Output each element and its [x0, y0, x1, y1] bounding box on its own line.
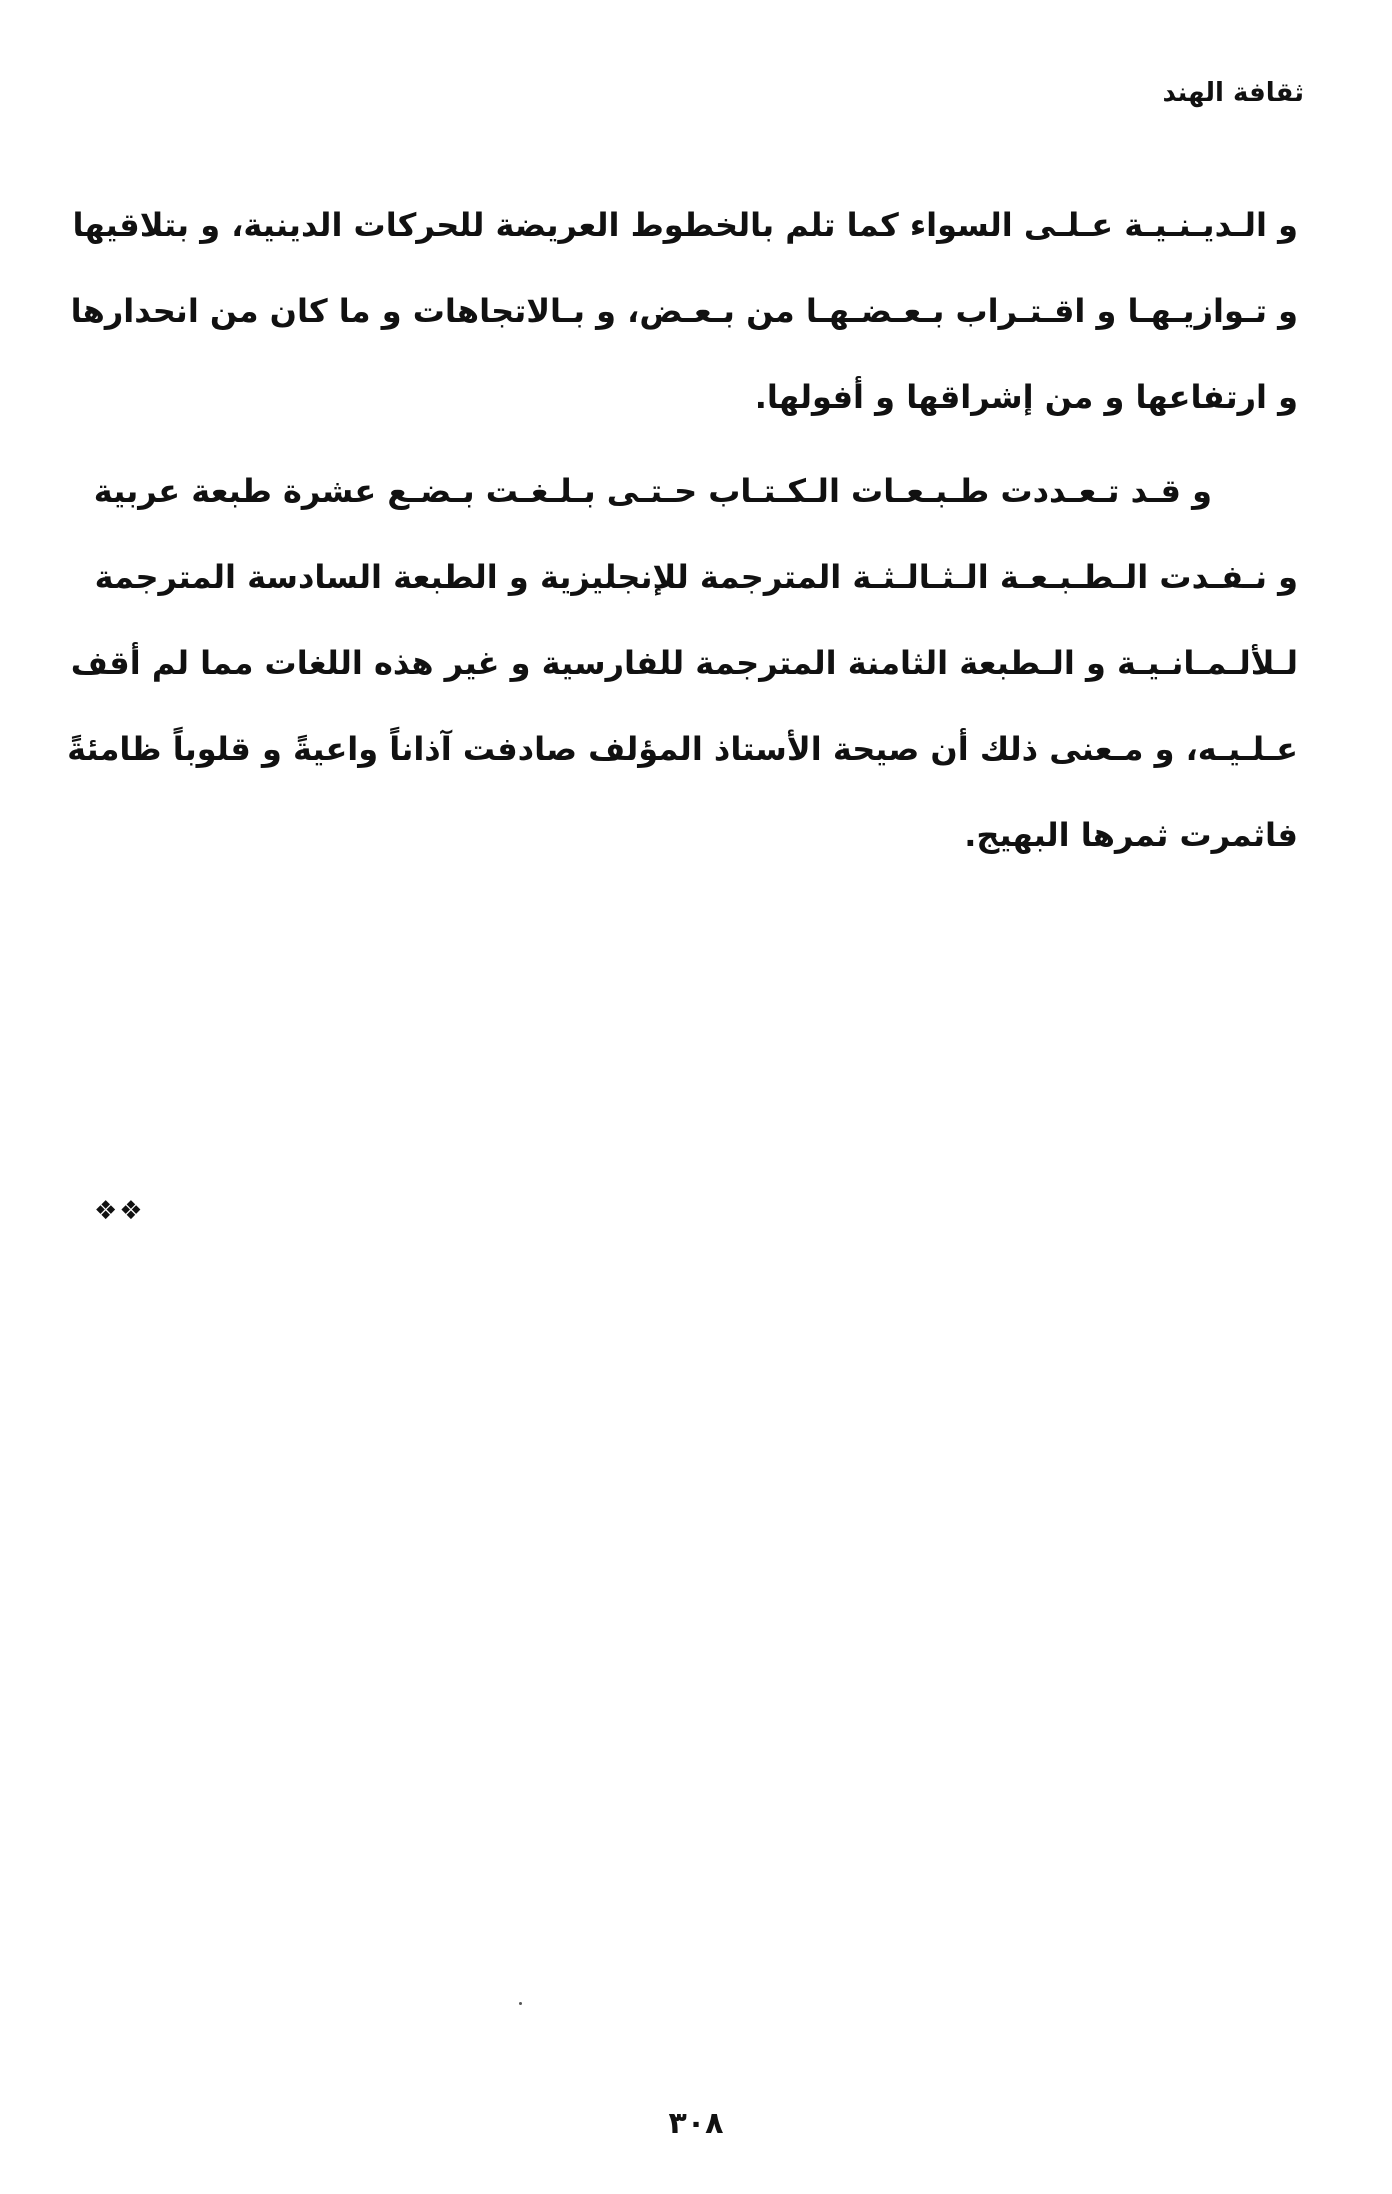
scan-dot	[519, 2002, 522, 2005]
paragraph-line: لـلألـمـانـيـة و الـطبعة الثامنة المترجمة للفارسية و غير هذه اللغات مما لم أقف	[70, 644, 1298, 682]
running-header: ثقافة الهند	[1162, 78, 1304, 108]
paragraph-line: و ارتفاعها و من إشراقها و أفولها.	[754, 378, 1298, 416]
paragraph-line: فاثمرت ثمرها البهيج.	[964, 816, 1298, 854]
paragraph-1	[70, 182, 1298, 440]
paragraph-line: و نـفـدت الـطـبـعـة الـثـالـثـة المترجمة للإنجليزية و الطبعة السادسة المترجمة	[94, 558, 1298, 596]
section-ornament-icon: ❖❖	[94, 1196, 145, 1226]
paragraph-line: و الـديـنـيـة عـلـى السواء كما تلم بالخطوط العريضة للحركات الدينية، و بتلاقيها	[72, 206, 1298, 244]
paragraph-line: و تـوازيـهـا و اقـتـراب بـعـضـهـا من بـعـض، و بـالاتجاهات و ما كان من انحدارها	[70, 292, 1298, 330]
paragraph-2	[67, 448, 1298, 878]
page-number: ٣٠٨	[668, 2106, 724, 2141]
paragraph-line: عـلـيـه، و مـعنى ذلك أن صيحة الأستاذ المؤلف صادفت آذاناً واعيةً و قلوباً ظامئةً	[67, 730, 1298, 768]
paragraph-line: و قـد تـعـددت طـبـعـات الـكـتـاب حـتـى بـلـغـت بـضـع عشرة طبعة عربية	[93, 472, 1212, 510]
